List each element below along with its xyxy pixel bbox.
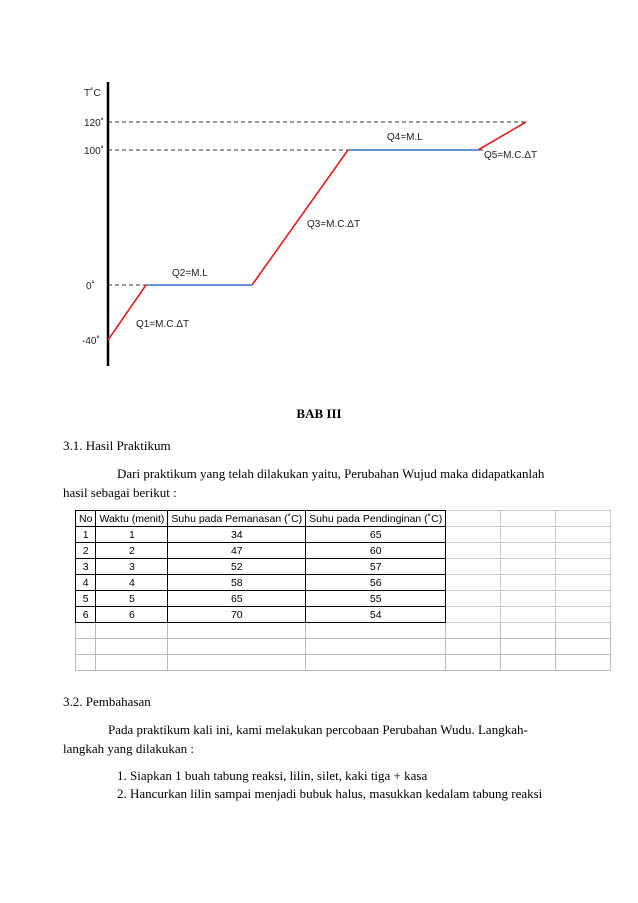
section-3-1-para-line2: hasil sebagai berikut : (63, 485, 177, 500)
cell: 4 (76, 575, 96, 591)
chapter-heading: BAB III (296, 406, 342, 421)
table-empty-row (76, 639, 611, 655)
cell: 1 (76, 527, 96, 543)
cell: 65 (168, 591, 306, 607)
cell: 3 (96, 559, 168, 575)
header-suhu-pemanasan: Suhu pada Pemanasan (˚C) (168, 511, 306, 527)
table-row (76, 543, 611, 559)
segment-q1-heating (108, 285, 146, 340)
cell: 60 (306, 543, 446, 559)
label-q4: Q4=M.L (387, 132, 423, 143)
cell: 6 (76, 607, 96, 623)
cell: 52 (168, 559, 306, 575)
cell: 6 (96, 607, 168, 623)
table-row (76, 559, 611, 575)
y-tick-minus40: -40˚ (82, 336, 100, 347)
section-3-1-para-line1: Dari praktikum yang telah dilakukan yaitu, Perubahan Wujud maka didapatkanlah (117, 466, 545, 481)
table-header-row (76, 511, 611, 527)
cell: 47 (168, 543, 306, 559)
segment-q3-heating (252, 150, 348, 285)
cell: 2 (76, 543, 96, 559)
table-row (76, 527, 611, 543)
header-no: No (76, 511, 96, 527)
section-3-1-title: 3.1. Hasil Praktikum (63, 438, 171, 453)
cell: 56 (306, 575, 446, 591)
label-q1: Q1=M.C.ΔT (136, 319, 190, 330)
cell: 2 (96, 543, 168, 559)
cell: 58 (168, 575, 306, 591)
list-item: 2. Hancurkan lilin sampai menjadi bubuk halus, masukkan kedalam tabung reaksi (117, 786, 543, 801)
label-q2: Q2=M.L (172, 268, 208, 279)
heating-curve-chart (0, 0, 638, 380)
table-row (76, 575, 611, 591)
cell: 34 (168, 527, 306, 543)
cell: 57 (306, 559, 446, 575)
table-row (76, 591, 611, 607)
cell: 4 (96, 575, 168, 591)
cell: 1 (96, 527, 168, 543)
table-row (76, 607, 611, 623)
cell: 5 (76, 591, 96, 607)
cell: 3 (76, 559, 96, 575)
y-tick-0: 0˚ (86, 281, 95, 292)
y-axis-label: T˚C (84, 88, 101, 99)
y-tick-100: 100˚ (84, 146, 105, 157)
section-3-2-para-line1: Pada praktikum kali ini, kami melakukan percobaan Perubahan Wudu. Langkah- (108, 722, 528, 737)
header-waktu: Waktu (menit) (96, 511, 168, 527)
label-q3: Q3=M.C.ΔT (307, 219, 361, 230)
segment-q5-heating (478, 122, 526, 150)
table-empty-row (76, 655, 611, 671)
cell: 70 (168, 607, 306, 623)
cell: 65 (306, 527, 446, 543)
cell: 55 (306, 591, 446, 607)
list-item: 1. Siapkan 1 buah tabung reaksi, lilin, silet, kaki tiga + kasa (117, 768, 428, 783)
cell: 5 (96, 591, 168, 607)
cell: 54 (306, 607, 446, 623)
section-3-2-title: 3.2. Pembahasan (63, 694, 151, 709)
label-q5: Q5=M.C.ΔT (484, 150, 538, 161)
section-3-2-para-line2: langkah yang dilakukan : (63, 741, 195, 756)
y-tick-120: 120˚ (84, 118, 105, 129)
table-empty-row (76, 623, 611, 639)
results-table (75, 510, 611, 671)
header-suhu-pendinginan: Suhu pada Pendinginan (˚C) (306, 511, 446, 527)
